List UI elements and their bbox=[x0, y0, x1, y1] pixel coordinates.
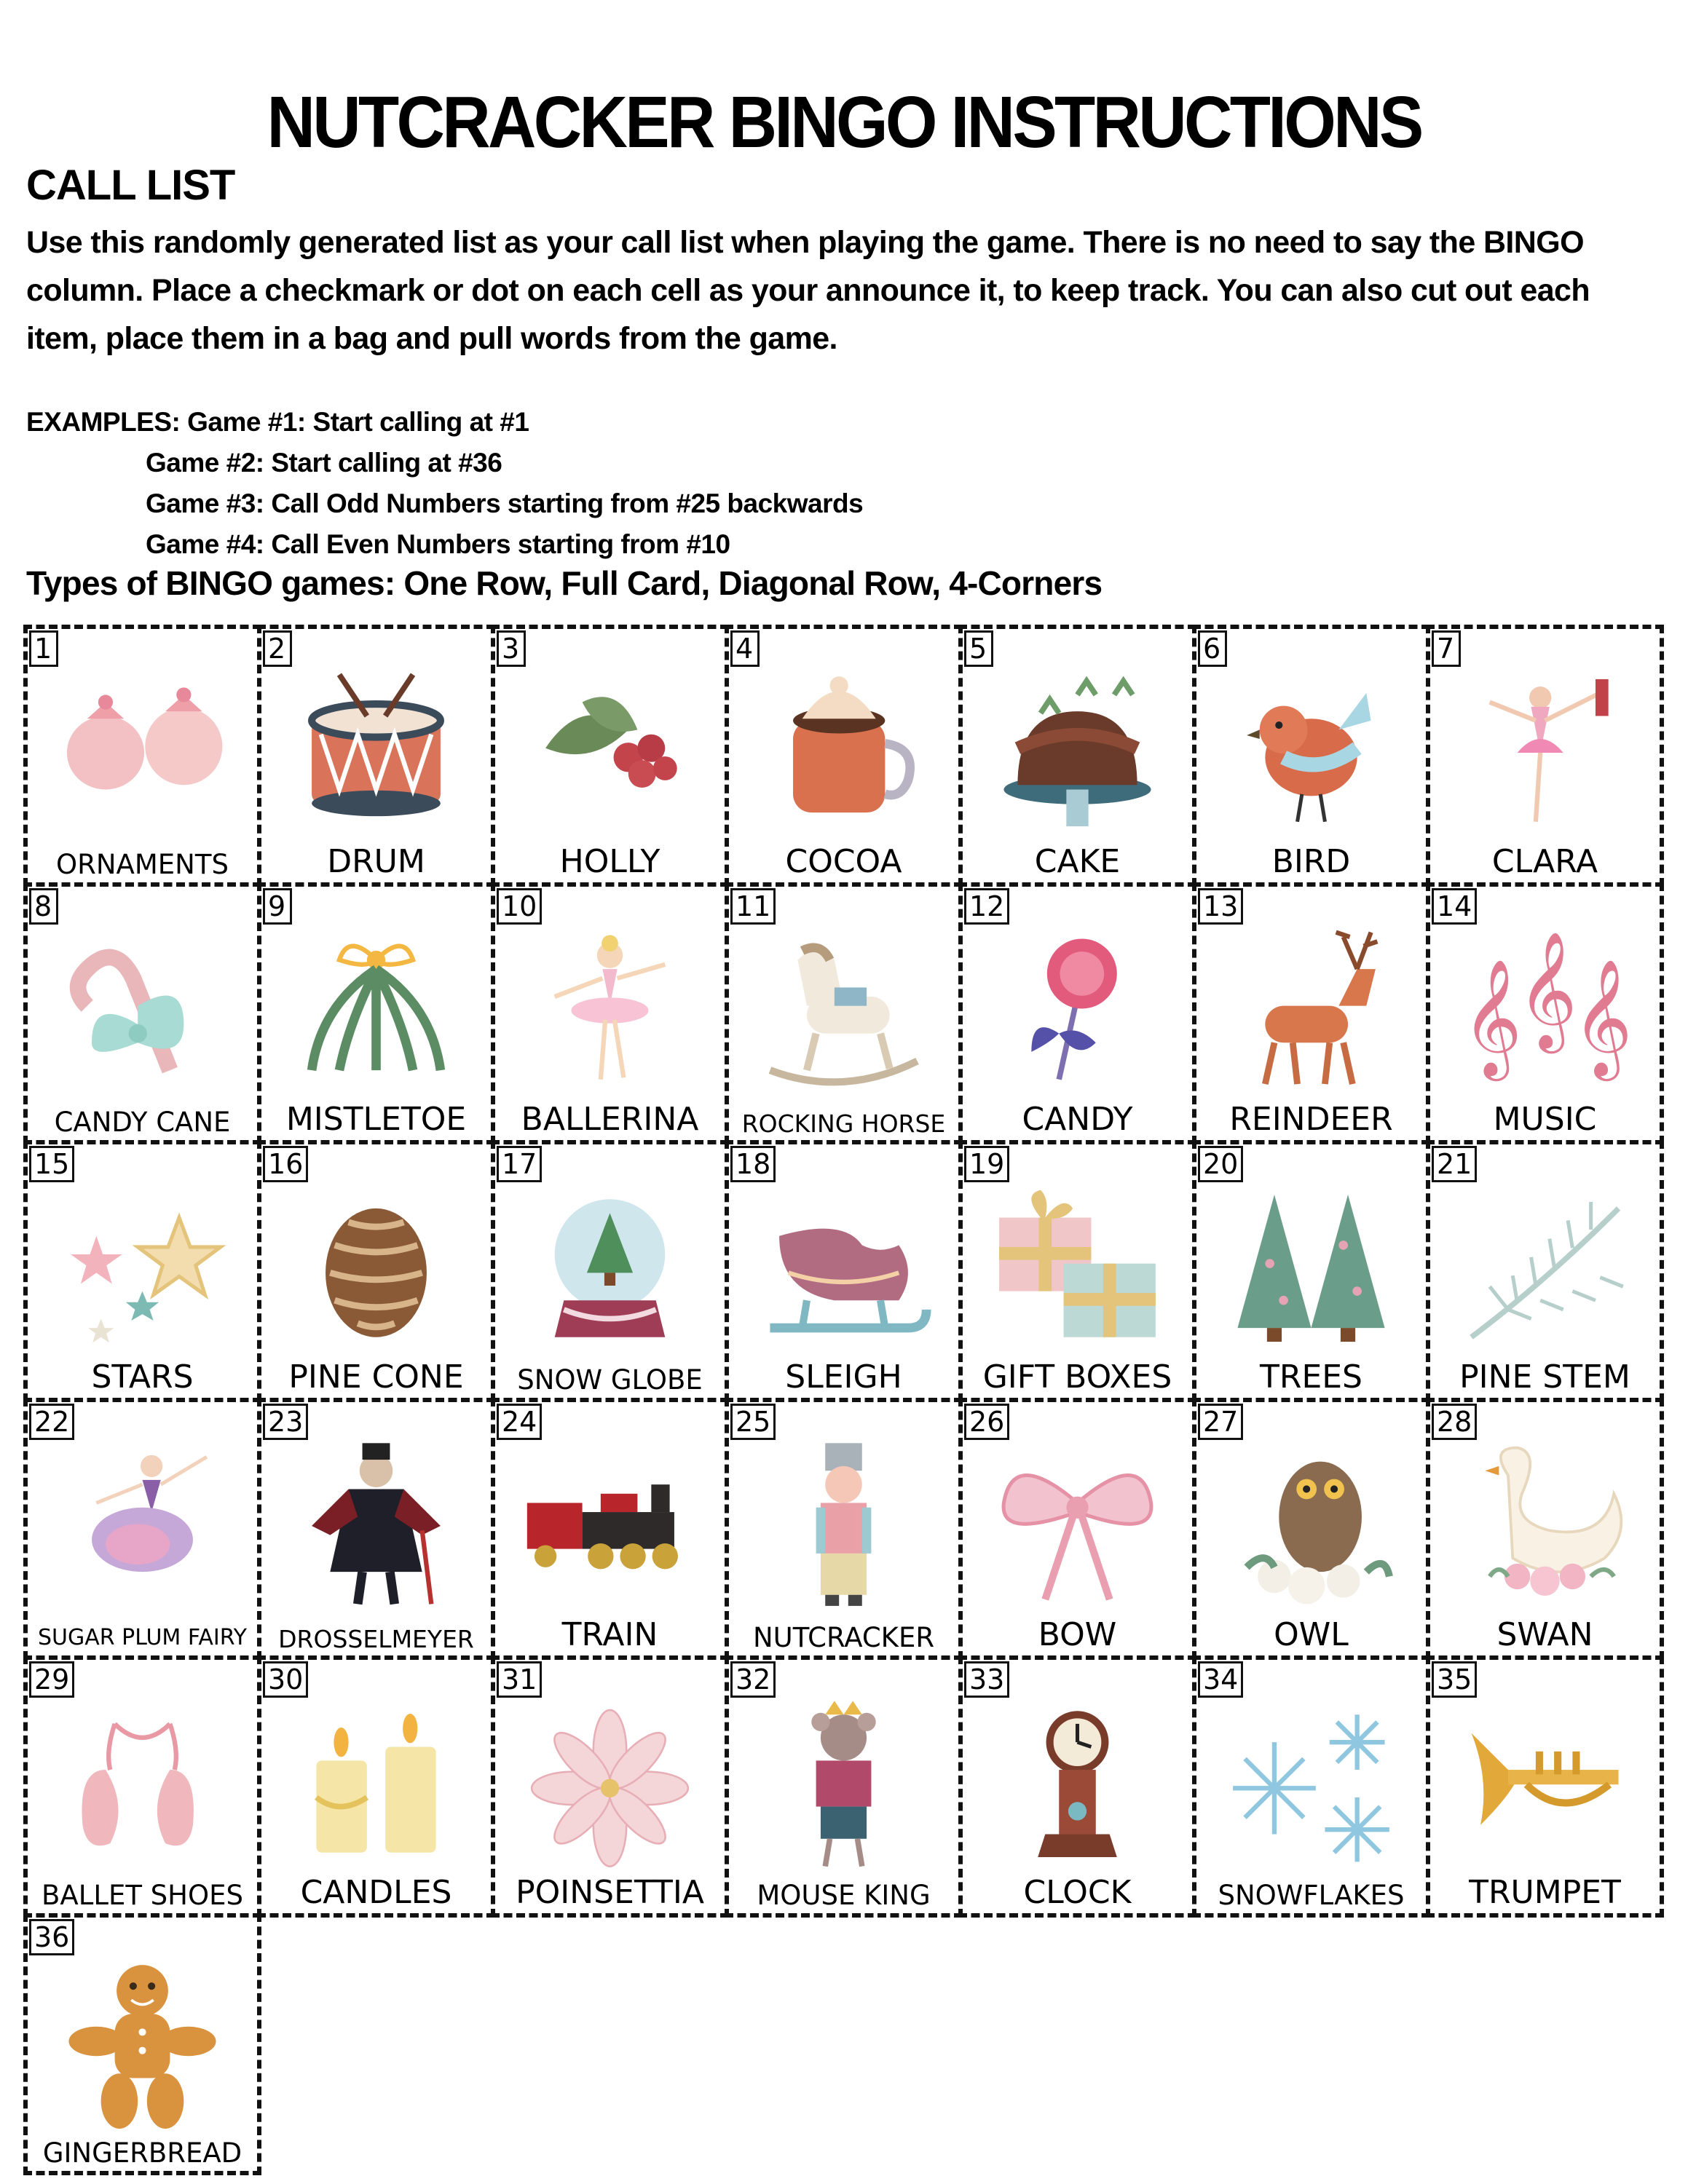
holly-icon bbox=[510, 665, 710, 840]
train-icon bbox=[510, 1439, 710, 1613]
cell-label: MOUSE KING bbox=[757, 1880, 931, 1911]
cell-label: NUTCRACKER bbox=[752, 1622, 935, 1653]
gift-boxes-icon bbox=[977, 1181, 1178, 1356]
examples-label: EXAMPLES: bbox=[26, 407, 181, 437]
cake-icon bbox=[977, 665, 1178, 840]
cell-label: STARS bbox=[91, 1358, 194, 1396]
call-list-cell bbox=[257, 882, 495, 1144]
sleigh-icon bbox=[744, 1181, 944, 1356]
cell-number: 29 bbox=[29, 1661, 74, 1698]
cell-label: DROSSELMEYER bbox=[278, 1625, 474, 1653]
cell-number: 12 bbox=[964, 888, 1009, 925]
cell-number: 33 bbox=[964, 1661, 1009, 1698]
cell-number: 15 bbox=[29, 1146, 74, 1182]
cell-number: 9 bbox=[263, 888, 292, 925]
cell-label: TRAIN bbox=[561, 1616, 658, 1653]
call-list-cell bbox=[958, 1655, 1196, 1918]
bingo-game-types: Types of BINGO games: One Row, Full Card, Diagonal Row, 4-Corners bbox=[26, 564, 1103, 602]
call-list-cell bbox=[491, 1655, 729, 1918]
call-list-cell bbox=[1426, 1140, 1664, 1402]
cell-number: 5 bbox=[964, 630, 993, 667]
call-list-cell bbox=[491, 882, 729, 1144]
sugar-plum-fairy-icon bbox=[42, 1439, 242, 1613]
snowflakes-icon bbox=[1211, 1696, 1411, 1871]
cell-number: 7 bbox=[1432, 630, 1461, 667]
trumpet-icon bbox=[1445, 1696, 1645, 1871]
call-list-cell bbox=[725, 1655, 963, 1918]
cell-label: CANDLES bbox=[300, 1874, 452, 1911]
cell-label: ORNAMENTS bbox=[56, 849, 229, 880]
cell-number: 28 bbox=[1432, 1404, 1477, 1440]
example-game-3: Game #3: Call Odd Numbers starting from #25 backwards bbox=[146, 488, 864, 518]
cell-label: MISTLETOE bbox=[285, 1101, 467, 1138]
page-title: NUTCRACKER BINGO INSTRUCTIONS bbox=[267, 82, 1421, 163]
call-list-cell bbox=[958, 882, 1196, 1144]
call-list-cell bbox=[491, 1398, 729, 1660]
clara-icon bbox=[1445, 665, 1645, 840]
clock-icon bbox=[977, 1696, 1178, 1871]
cell-number: 14 bbox=[1432, 888, 1477, 925]
cell-label: HOLLY bbox=[559, 843, 660, 880]
call-list-cell bbox=[1426, 625, 1664, 887]
call-list-cell bbox=[725, 625, 963, 887]
call-list-cell bbox=[725, 1140, 963, 1402]
cell-number: 17 bbox=[497, 1146, 542, 1182]
cell-number: 18 bbox=[730, 1146, 776, 1182]
cell-number: 16 bbox=[263, 1146, 308, 1182]
pine-cone-icon bbox=[276, 1181, 476, 1356]
cell-label: DRUM bbox=[327, 843, 425, 880]
cell-number: 11 bbox=[730, 888, 776, 925]
call-list-cell bbox=[725, 882, 963, 1144]
cell-number: 32 bbox=[730, 1661, 776, 1698]
call-list-cell bbox=[23, 1913, 261, 2175]
call-list-cell bbox=[257, 1398, 495, 1660]
call-list-cell bbox=[1192, 1140, 1430, 1402]
drum-icon bbox=[276, 665, 476, 840]
cell-number: 19 bbox=[964, 1146, 1009, 1182]
cell-number: 10 bbox=[497, 888, 542, 925]
call-list-cell bbox=[1192, 1655, 1430, 1918]
cell-label: SNOWFLAKES bbox=[1218, 1880, 1405, 1911]
call-list-cell bbox=[1192, 625, 1430, 887]
cell-label: PINE CONE bbox=[288, 1358, 464, 1396]
cell-label: BALLERINA bbox=[521, 1101, 699, 1138]
drosselmeyer-icon bbox=[276, 1439, 476, 1613]
candles-icon bbox=[276, 1696, 476, 1871]
cell-number: 26 bbox=[964, 1404, 1009, 1440]
cell-label: POINSETTIA bbox=[516, 1874, 704, 1911]
ballet-shoes-icon bbox=[42, 1696, 242, 1871]
call-list-cell bbox=[1426, 882, 1664, 1144]
swan-icon bbox=[1445, 1439, 1645, 1613]
call-list-cell bbox=[1426, 1655, 1664, 1918]
gingerbread-icon bbox=[42, 1954, 242, 2129]
cell-number: 1 bbox=[29, 630, 58, 667]
cell-label: BOW bbox=[1038, 1616, 1117, 1653]
call-list-cell bbox=[23, 1140, 261, 1402]
cell-label: SNOW GLOBE bbox=[517, 1364, 703, 1396]
cell-number: 2 bbox=[263, 630, 292, 667]
cell-number: 22 bbox=[29, 1404, 74, 1440]
cell-label: GIFT BOXES bbox=[982, 1358, 1172, 1396]
examples-block bbox=[26, 402, 863, 565]
cocoa-icon bbox=[744, 665, 944, 840]
cell-label: TREES bbox=[1260, 1358, 1362, 1396]
call-list-cell bbox=[23, 1398, 261, 1660]
cell-label: GINGERBREAD bbox=[42, 2137, 242, 2169]
call-list-grid bbox=[23, 625, 1658, 2168]
intro-paragraph: Use this randomly generated list as your call list when playing the game. There is no need to say the BINGO column. Place a checkmark or dot on each cell as your announce it, to keep track. You can also cut out each item, place them in a bag and pull words from the game. bbox=[26, 225, 1590, 356]
call-list-cell bbox=[958, 625, 1196, 887]
cell-number: 4 bbox=[730, 630, 760, 667]
music-icon bbox=[1445, 923, 1645, 1098]
cell-number: 25 bbox=[730, 1404, 776, 1440]
cell-label: MUSIC bbox=[1493, 1101, 1597, 1138]
cell-number: 20 bbox=[1198, 1146, 1243, 1182]
example-game-2: Game #2: Start calling at #36 bbox=[146, 448, 502, 478]
trees-icon bbox=[1211, 1181, 1411, 1356]
cell-label: CLARA bbox=[1491, 843, 1598, 880]
cell-number: 6 bbox=[1198, 630, 1227, 667]
bow-icon bbox=[977, 1439, 1178, 1613]
rocking-horse-icon bbox=[744, 923, 944, 1098]
cell-number: 31 bbox=[497, 1661, 542, 1698]
call-list-cell bbox=[1426, 1398, 1664, 1660]
cell-label: CANDY bbox=[1022, 1101, 1133, 1138]
call-list-cell bbox=[257, 1655, 495, 1918]
cell-label: ROCKING HORSE bbox=[741, 1109, 946, 1138]
call-list-cell bbox=[725, 1398, 963, 1660]
call-list-cell bbox=[257, 1140, 495, 1402]
cell-label: BALLET SHOES bbox=[42, 1880, 243, 1911]
example-game-1 bbox=[26, 402, 863, 443]
call-list-cell bbox=[1192, 1398, 1430, 1660]
ornaments-icon bbox=[42, 665, 242, 840]
svg-text:𝄞: 𝄞 bbox=[1572, 957, 1633, 1076]
cell-label: PINE STEM bbox=[1459, 1358, 1630, 1396]
owl-icon bbox=[1211, 1439, 1411, 1613]
cell-number: 23 bbox=[263, 1404, 308, 1440]
bird-icon bbox=[1211, 665, 1411, 840]
cell-number: 13 bbox=[1198, 888, 1243, 925]
cell-label: COCOA bbox=[785, 843, 902, 880]
ballerina-icon bbox=[510, 923, 710, 1098]
cell-number: 34 bbox=[1198, 1661, 1243, 1698]
cell-number: 24 bbox=[497, 1404, 542, 1440]
cell-label: TRUMPET bbox=[1469, 1874, 1621, 1911]
call-list-cell bbox=[23, 882, 261, 1144]
call-list-cell bbox=[1192, 882, 1430, 1144]
cell-label: CANDY CANE bbox=[54, 1107, 231, 1138]
cell-label: SUGAR PLUM FAIRY bbox=[38, 1625, 247, 1650]
call-list-cell bbox=[491, 625, 729, 887]
reindeer-icon bbox=[1211, 923, 1411, 1098]
mistletoe-icon bbox=[276, 923, 476, 1098]
candy-icon bbox=[977, 923, 1178, 1098]
call-list-cell bbox=[958, 1398, 1196, 1660]
mouse-king-icon bbox=[744, 1696, 944, 1871]
call-list-heading: CALL LIST bbox=[26, 162, 235, 209]
cell-number: 30 bbox=[263, 1661, 308, 1698]
cell-number: 36 bbox=[29, 1919, 74, 1955]
cell-label: SLEIGH bbox=[785, 1358, 902, 1396]
candy-cane-icon bbox=[42, 923, 242, 1098]
call-list-cell bbox=[23, 625, 261, 887]
cell-number: 27 bbox=[1198, 1404, 1243, 1440]
call-list-cell bbox=[958, 1140, 1196, 1402]
cell-label: OWL bbox=[1274, 1616, 1349, 1653]
call-list-cell bbox=[257, 625, 495, 887]
cell-label: BIRD bbox=[1271, 843, 1351, 880]
svg-text:𝄞: 𝄞 bbox=[1517, 930, 1577, 1048]
cell-label: CLOCK bbox=[1023, 1874, 1132, 1911]
call-list-cell bbox=[491, 1140, 729, 1402]
cell-number: 8 bbox=[29, 888, 58, 925]
cell-label: SWAN bbox=[1496, 1616, 1593, 1653]
poinsettia-icon bbox=[510, 1696, 710, 1871]
cell-label: CAKE bbox=[1034, 843, 1121, 880]
cell-number: 21 bbox=[1432, 1146, 1477, 1182]
snow-globe-icon bbox=[510, 1181, 710, 1356]
stars-icon bbox=[42, 1181, 242, 1356]
cell-number: 35 bbox=[1432, 1661, 1477, 1698]
svg-text:𝄞: 𝄞 bbox=[1462, 957, 1522, 1076]
example-game-4: Game #4: Call Even Numbers starting from #10 bbox=[146, 529, 730, 559]
pine-stem-icon bbox=[1445, 1181, 1645, 1356]
cell-number: 3 bbox=[497, 630, 526, 667]
nutcracker-icon bbox=[744, 1439, 944, 1613]
cell-label: REINDEER bbox=[1229, 1101, 1393, 1138]
call-list-cell bbox=[23, 1655, 261, 1918]
example-game-1-text: Game #1: Start calling at #1 bbox=[187, 407, 529, 437]
